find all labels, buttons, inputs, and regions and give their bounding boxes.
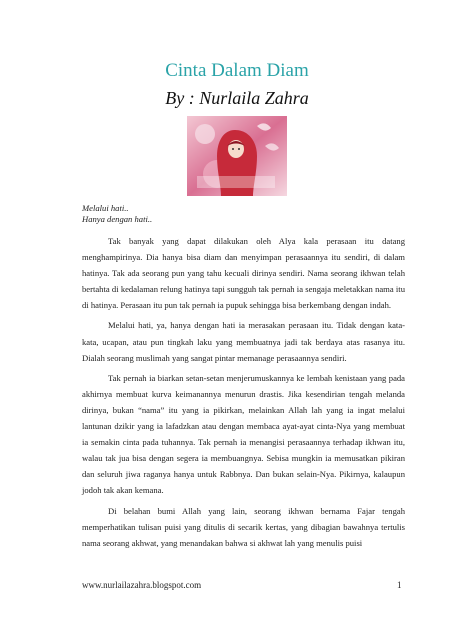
intro-line: Melalui hati.. [82,203,129,213]
paragraph: Tak banyak yang dapat dilakukan oleh Alya kala perasaan itu datang menghampirinya. Dia hanya bisa diam dan menyimpan perasaannya itu sendiri, di dalam hatinya. Tak ada seorang pun yang tahu kecuali dirinya sendiri. Nama seorang ikhwan telah bertahta di kedalaman relung hatinya tapi sungguh tak pernah ia sengaja meletakkan nama itu di hatinya. Perasaan itu pun tak pernah ia pupuk sehingga bisa berkembang dengan indah. [82,236,405,311]
intro-lines [82,203,402,225]
footer-blog-url: www.nurlailazahra.blogspot.com [82,580,202,590]
paragraph: Melalui hati, ya, hanya dengan hati ia merasakan perasaan itu. Tidak dengan kata-kata, ucapan, atau pun tingkah laku yang membuatnya jadi tak berdaya atas rasanya itu. Dialah seorang muslimah yang sangat pintar memanage perasaannya sendiri. [82,320,405,363]
paragraph: Di belahan bumi Allah yang lain, seorang ikhwan bernama Fajar tengah memperhatikan tulisan puisi yang ditulis di secarik kertas, yang dibagian bawahnya tertulis nama seorang akhwat, yang menandakan bahwa si akhwat lah yang menulis puisi [82,505,405,548]
document-title: Cinta Dalam Diam [165,60,309,81]
cover-illustration [187,116,287,196]
story-body [82,233,405,555]
intro-line: Hanya dengan hati.. [82,214,153,224]
author-byline: By : Nurlaila Zahra [165,88,309,108]
page-number: 1 [397,580,402,590]
paragraph: Tak pernah ia biarkan setan-setan menjerumuskannya ke lembah kenistaan yang pada akhirnya membuat kurva keimanannya menurun drastis. Jika kesendirian tengah melanda dirinya, bukan “nama” itu yang ia pikirkan, melainkan Allah lah yang ia ingat melalui lantunan dzikir yang ia lafadzkan atau dengan membaca ayat-ayat cinta-Nya yang membuat ia semakin cinta pada tuhannya. Tak pernah ia menangisi perasaannya terhadap ikhwan itu, walau tak jua bisa dengan segera ia membuangnya. Sebisa mungkin ia memusatkan pikiran dan seluruh jiwa raganya hanya untuk Rabbnya. Dan bukan selain-Nya. Pikirnya, kalaupun jodoh tak akan kemana. [82,372,405,496]
